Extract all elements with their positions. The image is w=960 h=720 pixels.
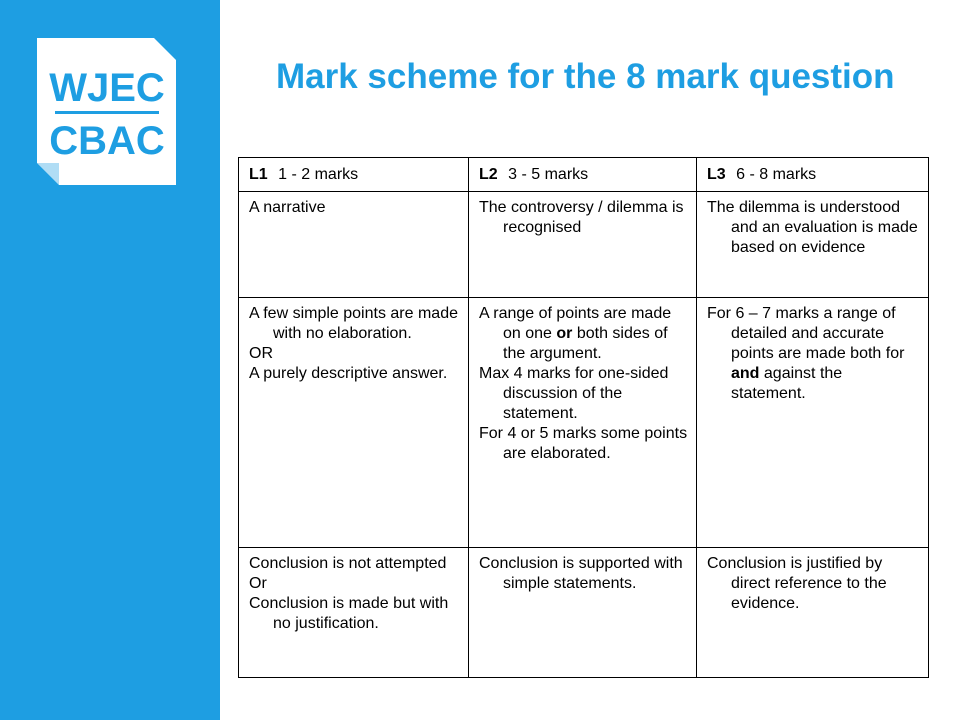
cell-text-part: against the statement. [731,365,843,402]
cell-text-part: A range of points are made on one [479,305,672,342]
page-title: Mark scheme for the 8 mark question [276,57,895,96]
cell-text: Conclusion is supported with simple statements. [479,555,683,592]
wjec-cbac-logo [37,38,176,185]
table-row [239,298,929,548]
cell-text: For 4 or 5 marks some points are elaborated. [479,425,688,462]
table-cell [469,298,697,548]
level-label: L3 [707,166,726,183]
cell-text: A purely descriptive answer. [249,365,448,382]
marks-range: 3 - 5 marks [508,166,589,183]
table-header-row [239,158,929,192]
mark-scheme-table [238,157,929,678]
cell-text: The dilemma is understood and an evaluation is made based on evidence [707,199,918,256]
table-row [239,548,929,678]
table-cell [239,548,469,678]
cell-text [479,304,688,364]
cell-text: Conclusion is made but with no justification. [249,595,449,632]
cell-text [707,304,920,404]
marks-range: 6 - 8 marks [736,166,817,183]
header-cell-l3 [697,158,929,192]
table-cell [697,548,929,678]
emphasis-text: or [556,325,573,342]
table-cell [469,192,697,298]
level-label: L2 [479,166,498,183]
cell-text: Max 4 marks for one-sided discussion of the statement. [479,365,669,422]
marks-range: 1 - 2 marks [278,166,359,183]
cell-text: OR [249,345,273,362]
cell-text: A narrative [249,199,326,216]
logo-cbac-text: CBAC [49,119,165,163]
header-cell-l1 [239,158,469,192]
cell-text-part: both sides of the argument. [503,325,668,362]
cell-text: The controversy / dilemma is recognised [479,199,684,236]
table-cell [239,298,469,548]
level-label: L1 [249,166,268,183]
cell-text: Conclusion is not attempted [249,555,447,572]
header-cell-l2 [469,158,697,192]
cell-text: A few simple points are made with no elaboration. [249,305,458,342]
table-cell [469,548,697,678]
cell-text: Or [249,575,267,592]
cell-text-part: For 6 – 7 marks a range of detailed and accurate points are made both for [707,305,905,362]
cell-text: Conclusion is justified by direct reference to the evidence. [707,555,887,612]
brand-sidebar [0,0,220,720]
emphasis-text: and [731,365,760,382]
table-cell [697,298,929,548]
table-cell [697,192,929,298]
table-row [239,192,929,298]
logo-wjec-text: WJEC [49,66,165,110]
table-cell [239,192,469,298]
